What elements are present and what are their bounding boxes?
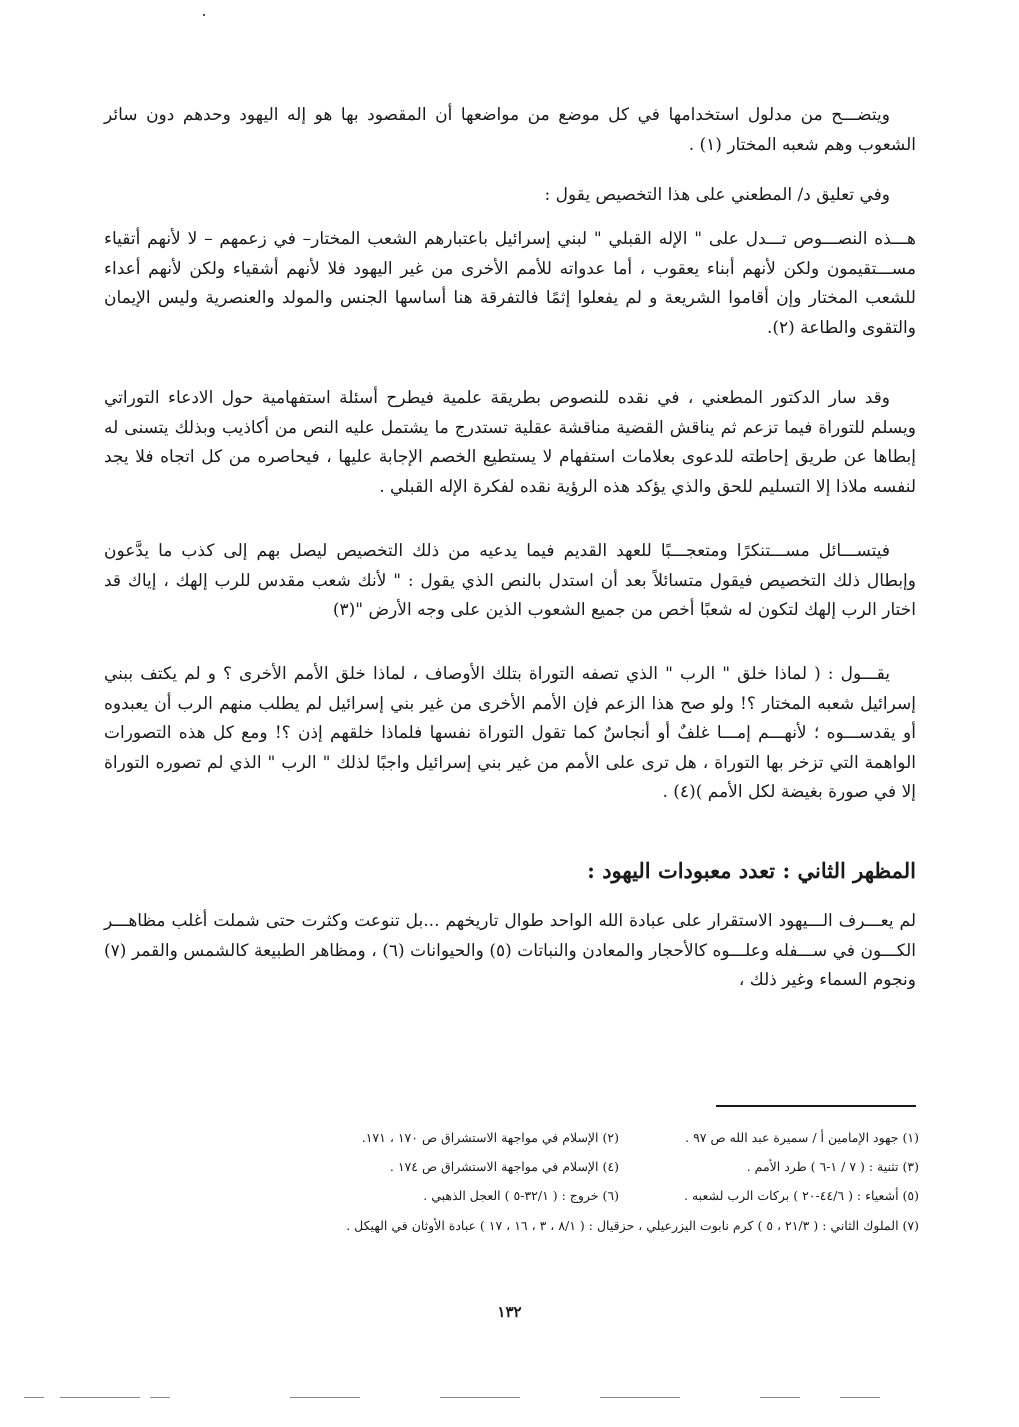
footnote-6: (٦) خروج : ( ٣٢/١-٥ ) العجل الذهبي . [423,1188,619,1203]
paragraph-1: ويتضـــح من مدلول استخدامها في كل موضع من مواضعها أن المقصود بها هو إله اليهود وحدهم دون سائر الشعوب وهم شعبه المختار (١) . [104,105,916,155]
paragraph-4: وقد سار الدكتور المطعني ، في نقده للنصوص بطريقة علمية فيطرح أسئلة استفهامية حول الادعاء التوراتي ويسلم للتوراة فيما تزعم ثم يناقش القضية مناقشة عقلية تستدرج ما يشتمل عليه النص من أكاذيب وبذلك يتسنى له إبطاها عن طريق إحاطته للدعوى بعلامات استفهام لا يستطيع الخصم الإجابة عليها ، فيحاصره من كل اتجاه فلا يجد لنفسه ملاذا إلا التسليم للحق والذي يؤكد هذه الرؤية نقده لفكرة الإله القبلي . [104,388,916,497]
footnote-3: (٣) تثنية : ( ٧ / ١-٦ ) طرد الأمم . [746,1159,919,1174]
scan-edge-line [840,1397,880,1398]
scan-edge-line [60,1397,140,1398]
scan-edge-line [290,1397,360,1398]
paragraph-2: وفي تعليق د/ المطعني على هذا التخصيص يقول : [544,185,890,205]
page-number: ١٣٢ [497,1303,522,1321]
scan-edge-line [600,1397,680,1398]
scan-edge-line [150,1397,170,1398]
footnote-separator [716,1105,916,1107]
footnote-1: (١) جهود الإمامين أ / سميرة عبد الله ص ٩٧ . [685,1130,919,1145]
footnote-2: (٢) الإسلام في مواجهة الاستشراق ص ١٧٠ ، ١٧١. [361,1130,619,1145]
scan-edge-line [24,1397,44,1398]
footnote-5: (٥) أشعياء : ( ٤٤/٦-٢٠ ) بركات الرب لشعبه . [684,1188,919,1203]
scan-speck [203,14,205,16]
paragraph-5: فيتســـائل مســـتنكرًا ومتعجـــبًا للعهد القديم فيما يدعيه من ذلك التخصيص ليصل بهم إلى كذب ما يدَّعون وإبطال ذلك التخصيص فيقول متسائلاً بعد أن استدل بالنص الذي يقول : " لأنك شعب مقدس للرب إلهك ، إياك قد اختار الرب إلهك لتكون له شعبًا أخص من جميع الشعوب الذين على وجه الأرض "(٣) [104,541,916,620]
paragraph-7: لم يعـــرف الـــيهود الاستقرار على عبادة الله الواحد طوال تاريخهم ...بل تنوعت وكثرت حتى شملت أغلب مظاهـــر الكـــون في ســـفله وعلـــوه كالأحجار والمعادن والنباتات (٥) والحيوانات (٦) ، ومظاهر الطبيعة كالشمس والقمر (٧) ونجوم السماء وغير ذلك ، [104,911,916,990]
scan-edge-line [440,1397,520,1398]
paragraph-3-quote: هـــذه النصـــوص تـــدل على " الإله القبلي " لبني إسرائيل باعتبارهم الشعب المختار– في زعمهم – لا لأنهم أتقياء مســـتقيمون ولكن لأنهم أبناء يعقوب ، أما عدواته للأمم الأخرى من غير اليهود فلا لأنهم أشقياء ولكن لأنهم أعداء للشعب المختار وإن أقاموا الشريعة و لم يفعلوا إثمًا فالتفرقة هنا أساسها الجنس والمولد والعنصرية وليس الإيمان والتقوى والطاعة (٢). [104,229,916,338]
footnote-7: (٧) الملوك الثاني : ( ٢١/٣ ، ٥ ) كرم نابوت اليزرعيلي ، حزقيال : ( ٨/١ ، ٣ ، ١٦ ، ١٧ ) عبادة الأوثان في الهيكل . [346,1218,919,1233]
section-heading: المظهر الثاني : تعدد معبودات اليهود : [587,858,916,883]
footnote-4: (٤) الإسلام في مواجهة الاستشراق ص ١٧٤ . [389,1159,619,1174]
paragraph-6: يقـــول : ( لماذا خلق " الرب " الذي تصفه التوراة بتلك الأوصاف ، لماذا خلق الأمم الأخرى ؟ و لم يكتف ببني إسرائيل شعبه المختار ؟! ولو صح هذا الزعم فإن الأمم الأخرى من غير بني إسرائيل لم يطلب منهم الرب أن يعبدوه أو يقدســـوه ؛ لأنهـــم إمـــا غلفٌ أو أنجاسٌ كما تقول التوراة نفسها فلماذا خلقهم إذن ؟! ومع كل هذه التصورات الواهمة التي تزخر بها التوراة ، هل ترى على الأمم من غير بني إسرائيل واجبًا لذلك " الرب " الذي لم تصوره التوراة إلا في صورة بغيضة لكل الأمم )(٤) . [104,664,916,802]
scan-edge-line [760,1397,800,1398]
